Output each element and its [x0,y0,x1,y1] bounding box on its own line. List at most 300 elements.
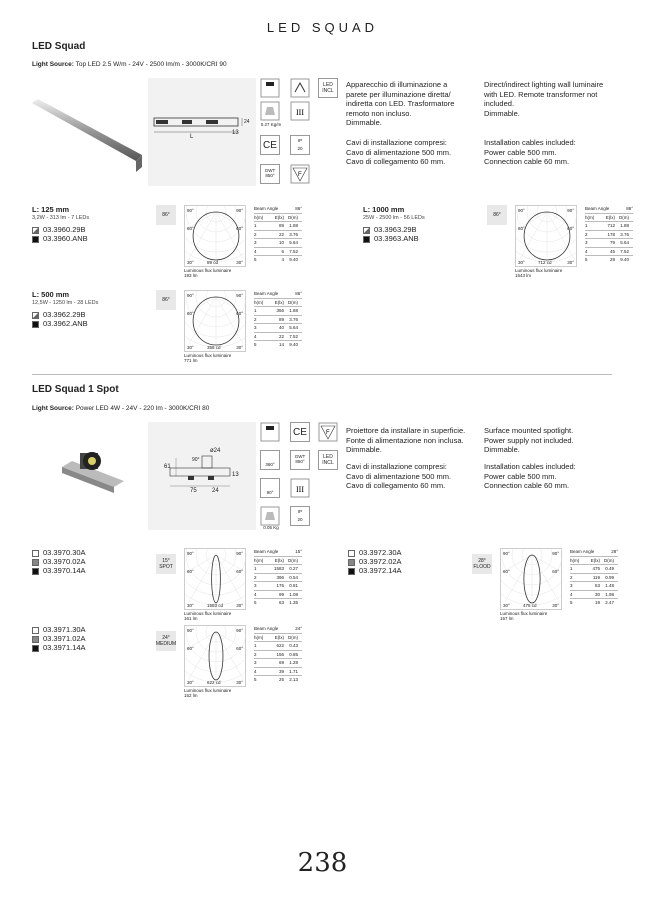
polar-curve [185,626,247,688]
angle-90-right: 90° [236,628,243,633]
table-row [254,230,302,239]
table-cell: 0.81 [289,583,298,588]
beam-angle-label: Beam Angle [254,206,279,211]
polar-curve [501,549,563,611]
led-included-badge [318,78,338,98]
description-en: Direct/indirect lighting wall luminaire with LED. Remote transformer not included. Dimmable. [484,80,604,118]
angle-30-left: 30° [503,603,510,608]
light-source-label: Light Source: [32,61,74,68]
table-cell: 4 [570,591,573,597]
luminous-flux-label: Luminous flux luminaire [184,268,232,273]
table-cell: 3 [254,325,257,330]
table-cell: 1.88 [289,308,298,313]
weight-label: 0.27 Kg/m [260,122,282,127]
table-cell: 39 [278,668,284,674]
spot-description-en: Surface mounted spotlight. Power supply not included. Dimmable. [484,426,574,454]
table-header-cell: h(m) [570,557,580,563]
light-source-value: Top LED 2.5 W/m - 24V - 2500 lm/m - 3000K/CRI 90 [73,61,227,68]
table-header-cell: D(m) [288,557,298,563]
table-header [254,633,302,642]
finish-swatch [32,559,39,566]
luminous-flux-value: 771 lm [184,358,198,363]
illuminance-table [585,205,633,264]
light-source-value: Power LED 4W - 24V - 220 lm - 3000K/CRI 80 [73,405,210,412]
beam-angle-line [570,548,618,556]
weight-label: 0.05 Kg [263,525,279,530]
angle-90-right: 90° [552,551,559,556]
angle-90-left: 90° [187,551,194,556]
angle-90-right: 90° [236,551,243,556]
luminous-flux [184,688,231,698]
angle-60-right: 60° [552,569,559,574]
gwt-label: GWT [264,168,276,173]
beam-angle-value: 28° [611,549,618,554]
polar-curve [185,549,247,611]
table-cell: 3 [570,583,573,588]
luminous-flux-value: 1543 lm [515,273,532,278]
dim-angle: 90° [192,457,200,463]
ip-rating [290,506,310,526]
beam-badge [472,554,492,574]
table-header-cell: D(m) [288,214,298,220]
polar-diagram [184,205,246,267]
table-cell: 25 [278,677,284,682]
luminous-flux-label: Luminous flux luminaire [500,611,548,616]
beam-angle-line [254,290,302,298]
beam-angle-label: Beam Angle [570,549,595,554]
beam-badge [156,631,176,651]
product-code: 03.3963.ANB [374,234,419,243]
led-incl-text: LED INCL [322,454,334,466]
angle-30-left: 30° [187,680,194,685]
ce-mark: CE [260,135,280,155]
table-cell: 63 [278,600,284,605]
table-cell: 176 [276,583,284,588]
table-cell: 4 [254,668,257,674]
product-code-row [363,234,419,244]
beam-badge-angle: 86° [162,212,170,218]
finish-swatch [348,550,355,557]
table-cell: 22 [278,231,284,237]
table-row [254,306,302,315]
table-header-cell: h(m) [254,299,264,305]
luminous-flux [515,268,562,278]
finish-swatch [32,645,39,652]
table-row [254,650,302,659]
polar-grid-ray [189,632,217,680]
cables-en: Installation cables included: Power cable 500 mm. Connection cable 60 mm. [484,138,576,166]
table-header-cell: h(m) [585,214,595,220]
table-cell: 89 [278,316,284,322]
table-cell: 53 [594,583,600,588]
beam-angle-label: Beam Angle [585,206,610,211]
table-cell: 9.40 [289,257,298,262]
product-image [30,95,145,175]
table-cell: 1 [570,566,573,571]
beam-badge-name: FLOOD [473,564,491,570]
table-header-cell: E(lx) [590,557,600,563]
angle-60-right: 60° [236,646,243,651]
tilt-icon [260,478,280,498]
polar-diagram [184,625,246,687]
table-row [570,598,618,607]
table-cell: 22 [278,333,284,339]
beam-angle-value: 15° [295,549,302,554]
table-cell: 712 [607,223,615,228]
polar-grid-ray [216,297,244,345]
product-code: 03.3960.29B [43,225,86,234]
table-cell: 622 [276,643,284,648]
finish-swatch [32,636,39,643]
table-cell: 1.48 [605,583,614,588]
ip-value: 20 [297,146,303,151]
table-cell: 1 [254,223,257,228]
table-cell: 1 [254,643,257,648]
dim-total-height: 61 [164,464,171,470]
table-cell: 7.52 [620,248,629,254]
finish-swatch [32,550,39,557]
table-cell: 79 [609,240,615,245]
table-header [254,213,302,222]
beam-badge-name: MEDIUM [155,641,177,647]
angle-30-right: 30° [567,260,574,265]
table-header-cell: D(m) [619,214,629,220]
beam-angle-value: 86° [626,206,633,211]
table-cell: 0.85 [289,651,298,657]
product-code-row [348,566,402,576]
gwt-value: 850° [295,459,305,464]
table-cell: 1 [254,566,257,571]
beam-badge [156,290,176,310]
table-header-cell: h(m) [254,557,264,563]
angle-30-right: 30° [236,345,243,350]
finish-swatch [32,236,39,243]
table-header [254,298,302,307]
table-cell: 1 [254,308,257,313]
page-title: LED SQUAD [266,20,379,35]
finish-swatch [363,236,370,243]
tilt-90: 90° [266,490,274,495]
product-code: 03.3972.30A [359,548,402,557]
beam-badge-angle: 24° [162,635,170,641]
table-header-cell: D(m) [288,634,298,640]
led-incl-text: LED INCL [322,82,334,94]
section-title: LED Squad [32,41,86,52]
angle-60-left: 60° [187,226,194,231]
product-code: 03.3960.ANB [43,234,88,243]
angle-60-right: 60° [236,569,243,574]
table-row [254,573,302,582]
beam-badge-name: SPOT [159,564,173,570]
table-cell: 2.13 [289,677,298,682]
angle-30-right: 30° [236,260,243,265]
table-cell: 2 [570,574,573,580]
table-row [254,332,302,341]
page-number: 238 [297,848,348,878]
angle-90-right: 90° [236,208,243,213]
table-row [585,230,633,239]
table-header-cell: h(m) [254,214,264,220]
angle-30-right: 30° [236,603,243,608]
illuminance-table [254,290,302,349]
ce-mark: CE [290,422,310,442]
polar-grid-ray [505,555,533,603]
angle-90-left: 90° [503,551,510,556]
product-code: 03.3962.29B [43,310,86,319]
table-cell: 45 [609,248,615,254]
table-row [254,590,302,599]
table-cell: 7.52 [289,333,298,339]
illuminance-table [254,205,302,264]
table-cell: 178 [607,231,615,237]
table-row [254,315,302,324]
spec-line: 12,5W - 1250 lm - 28 LEDs [32,300,99,306]
luminous-flux-value: 152 lm [184,693,198,698]
angle-60-right: 60° [236,226,243,231]
polar-grid-ray [216,212,244,260]
angle-30-left: 30° [187,260,194,265]
light-source-spot [32,405,209,412]
angle-30-left: 30° [518,260,525,265]
beam-angle-line [254,205,302,213]
dim-diameter: ø24 [210,448,221,454]
table-row [585,238,633,247]
cd-value: 622 cd [207,680,221,685]
luminous-flux [500,611,547,621]
table-cell: 9.40 [289,342,298,347]
table-cell: 1.71 [289,668,298,674]
dim-height: 13 [232,130,239,136]
dimmable-icon [290,101,310,126]
table-header-cell: h(m) [254,634,264,640]
polar-curve [185,206,247,268]
table-cell: 3 [254,583,257,588]
technical-drawing [148,78,256,186]
table-cell: 396 [276,574,284,580]
table-header [254,556,302,565]
dim-height: 13 [232,472,239,478]
spec-line: 3,2W - 313 lm - 7 LEDs [32,215,90,221]
polar-grid-ray [189,212,217,260]
finish-swatch [348,568,355,575]
beam-angle-value: 86° [295,206,302,211]
angle-60-left: 60° [187,311,194,316]
table-row [570,564,618,573]
product-code: 03.3970.14A [43,566,86,575]
table-cell: 2 [585,231,588,237]
gwt-label: GWT [294,454,306,459]
table-cell: 2.47 [605,600,614,605]
led-included-badge [318,450,338,470]
table-cell: 4 [254,248,257,254]
table-row [254,323,302,332]
table-cell: 1583 [273,566,284,571]
angle-90-right: 90° [567,208,574,213]
table-cell: 3.76 [289,316,298,322]
table-cell: 0.49 [605,566,614,571]
table-cell: 2 [254,316,257,322]
table-row [254,598,302,607]
table-cell: 3 [585,240,588,245]
angle-90-right: 90° [236,293,243,298]
table-cell: 3 [254,240,257,245]
angle-90-left: 90° [518,208,525,213]
luminous-flux [184,268,231,278]
polar-grid-ray [520,212,548,260]
table-cell: 1.08 [289,591,298,597]
table-row [254,581,302,590]
lamp-icon [260,422,280,447]
beam-angle-line [254,548,302,556]
table-cell: 1.35 [289,600,298,605]
angle-30-right: 30° [236,680,243,685]
beam-angle-label: Beam Angle [254,549,279,554]
table-cell: 3.76 [620,231,629,237]
table-cell: 156 [276,651,284,657]
product-code: 03.3963.29B [374,225,417,234]
table-row [570,573,618,582]
spot-cables-it: Cavi di installazione compresi: Cavo di alimentazione 500 mm. Cavo di collegamento 60 mm. [346,462,452,490]
luminous-flux-value: 193 lm [184,273,198,278]
angle-60-left: 60° [518,226,525,231]
finish-swatch [32,227,39,234]
finish-swatch [32,321,39,328]
product-code: 03.3972.02A [359,557,402,566]
table-cell: 69 [278,660,284,665]
light-source-label: Light Source: [32,405,74,412]
luminous-flux-label: Luminous flux luminaire [515,268,563,273]
table-cell: 5 [570,600,573,605]
table-row [254,675,302,684]
light-source [32,61,227,68]
table-row [254,564,302,573]
luminous-flux-label: Luminous flux luminaire [184,353,232,358]
table-cell: 5.64 [289,325,298,330]
luminous-flux [184,353,231,363]
table-row [585,255,633,264]
beam-angle-label: Beam Angle [254,291,279,296]
length-label: L: 500 mm [32,290,70,299]
table-row [585,247,633,256]
description-it: Apparecchio di illuminazione a parete per illuminazione diretta/ indiretta con LED. Trasformatore remoto non incluso. Dimmable. [346,80,455,127]
table-cell: 6 [281,248,284,254]
beam-badge-angle: 15° [162,558,170,564]
table-cell: 0.99 [605,574,614,580]
product-code-row [32,234,88,244]
cd-value: 1583 cd [207,603,224,608]
table-row [254,641,302,650]
product-code: 03.3970.30A [43,548,86,557]
angle-30-left: 30° [187,345,194,350]
cd-value: 356 cd [207,345,221,350]
finish-swatch [32,312,39,319]
cables-it: Cavi di installazione compresi: Cavo di alimentazione 500 mm. Cavo di collegamento 60 mm. [346,138,452,166]
product-code-row [32,643,86,653]
product-code: 03.3962.ANB [43,319,88,328]
luminous-flux [184,611,231,621]
table-cell: 0.43 [289,643,298,648]
product-code-row [32,319,88,329]
beam-badge [156,554,176,574]
rotation-360: 360° [265,462,275,467]
angle-30-right: 30° [552,603,559,608]
table-cell: 4 [281,257,284,262]
svg-text:III: III [296,108,304,117]
beam-angle-value: 24° [295,626,302,631]
cd-value: 475 cd [523,603,537,608]
beam-angle-line [254,625,302,633]
table-cell: 10 [278,240,284,245]
table-cell: 5.64 [620,240,629,245]
table-cell: 9.40 [620,257,629,262]
product-code: 03.3972.14A [359,566,402,575]
table-cell: 2 [254,574,257,580]
beam-badge-angle: 86° [162,297,170,303]
table-cell: 5 [254,600,257,605]
dimmable-icon [290,478,310,503]
spot-cables-en: Installation cables included: Power cable 500 mm. Connection cable 60 mm. [484,462,576,490]
table-row [570,581,618,590]
polar-diagram [184,290,246,352]
table-header-cell: D(m) [604,557,614,563]
svg-text:III: III [296,485,304,494]
angle-90-left: 90° [187,293,194,298]
finish-swatch [363,227,370,234]
product-code: 03.3971.30A [43,625,86,634]
illuminance-table [254,625,302,684]
luminous-flux-value: 157 lm [500,616,514,621]
table-cell: 5 [254,342,257,347]
ip-label: IP [297,138,303,143]
polar-diagram [515,205,577,267]
luminous-flux-value: 161 lm [184,616,198,621]
table-row [254,658,302,667]
table-cell: 356 [276,308,284,313]
table-cell: 28 [609,257,615,262]
angle-60-left: 60° [187,646,194,651]
spec-line: 25W - 2500 lm - 56 LEDs [363,215,425,221]
polar-grid-ray [532,555,560,603]
table-cell: 1.98 [605,591,614,597]
polar-grid-ray [547,212,575,260]
angle-60-left: 60° [187,569,194,574]
table-cell: 1.88 [289,223,298,228]
angle-90-left: 90° [187,208,194,213]
angle-60-left: 60° [503,569,510,574]
table-cell: 2 [254,651,257,657]
table-cell: 4 [254,333,257,339]
polar-grid-ray [216,632,244,680]
f-mark-icon [290,164,310,189]
table-header-cell: E(lx) [274,557,284,563]
table-cell: 0.54 [289,574,298,580]
table-cell: 14 [278,342,284,347]
table-cell: 5 [254,257,257,262]
dim-depth: 24 [212,488,219,494]
table-row [254,667,302,676]
polar-grid-ray [189,297,217,345]
luminous-flux-label: Luminous flux luminaire [184,688,232,693]
gwt-rating [290,450,310,470]
spot-product-image [52,435,132,495]
table-row [254,255,302,264]
table-cell: 2 [254,231,257,237]
angle-60-right: 60° [567,226,574,231]
table-cell: 1 [585,223,588,228]
beam-badge-angle: 86° [493,212,501,218]
product-code: 03.3971.02A [43,634,86,643]
luminous-flux-label: Luminous flux luminaire [184,611,232,616]
